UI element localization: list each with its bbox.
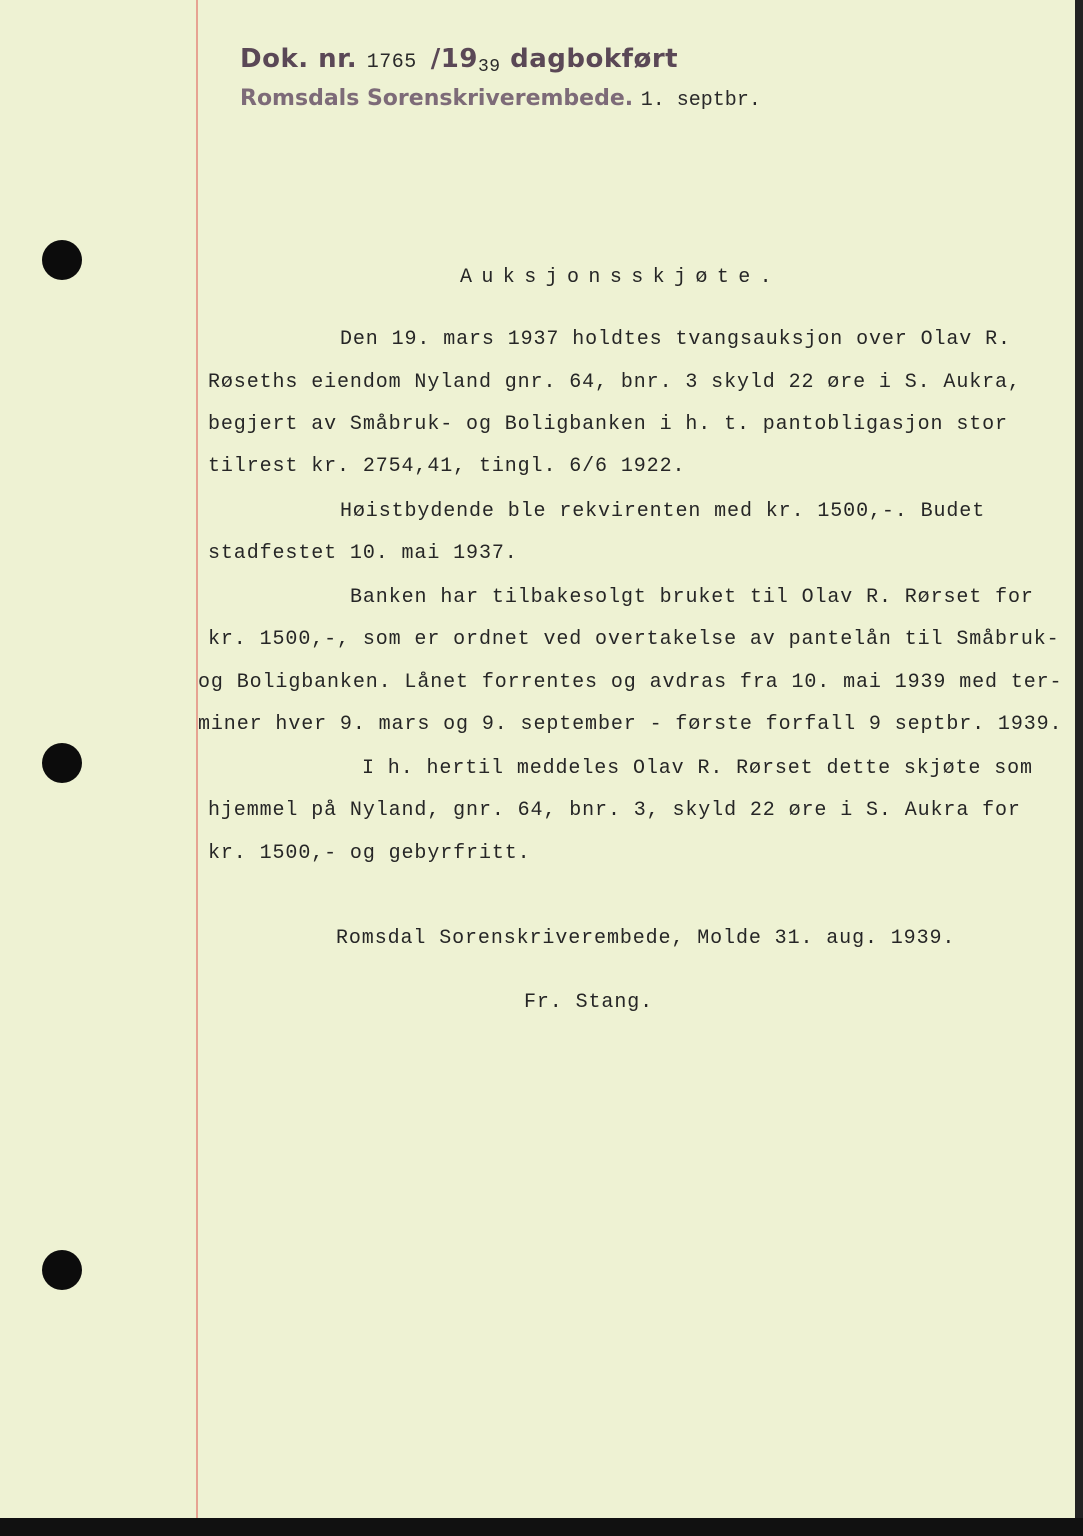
stamp-dok-nr-label: Dok. nr. — [240, 44, 358, 74]
body-line: tilrest kr. 2754,41, tingl. 6/6 1922. — [208, 455, 686, 478]
body-line: stadfestet 10. mai 1937. — [208, 542, 518, 565]
punch-hole-top — [42, 240, 82, 280]
margin-rule — [196, 0, 198, 1518]
stamp-date: 1. septbr. — [640, 89, 761, 112]
body-line: kr. 1500,- og gebyrfritt. — [208, 842, 531, 865]
punch-hole-bottom — [42, 1250, 82, 1290]
body-line: kr. 1500,-, som er ordnet ved overtakelse av pantelån til Småbruk- — [208, 628, 1060, 651]
stamp-dagbokfort: dagbokført — [510, 44, 679, 74]
body-line: hjemmel på Nyland, gnr. 64, bnr. 3, skyld 22 øre i S. Aukra for — [208, 799, 1021, 822]
body-line: Røseths eiendom Nyland gnr. 64, bnr. 3 skyld 22 øre i S. Aukra, — [208, 371, 1021, 394]
registry-stamp-office — [240, 86, 761, 112]
stamp-year-suffix: 39 — [477, 57, 501, 77]
stamp-doc-number: 1765 — [366, 51, 417, 74]
scan-edge-right — [1075, 0, 1083, 1536]
body-line: begjert av Småbruk- og Boligbanken i h. t. pantobligasjon stor — [208, 413, 1008, 436]
registry-stamp — [240, 44, 678, 77]
body-line: Banken har tilbakesolgt bruket til Olav R. Rørset for — [350, 586, 1034, 609]
signature: Fr. Stang. — [524, 991, 654, 1014]
body-line: Den 19. mars 1937 holdtes tvangsauksjon over Olav R. — [340, 328, 1011, 351]
place-date-line: Romsdal Sorenskriverembede, Molde 31. aug. 1939. — [336, 927, 956, 950]
body-line: miner hver 9. mars og 9. september - første forfall 9 septbr. 1939. — [198, 713, 1063, 736]
scan-edge-bottom — [0, 1518, 1083, 1536]
stamp-office: Romsdals Sorenskriverembede. — [240, 86, 634, 111]
punch-hole-middle — [42, 743, 82, 783]
stamp-year-prefix: /19 — [430, 44, 478, 74]
document-title: Auksjonsskjøte. — [460, 266, 782, 289]
body-line: I h. hertil meddeles Olav R. Rørset dette skjøte som — [362, 757, 1033, 780]
body-line: og Boligbanken. Lånet forrentes og avdras fra 10. mai 1939 med ter- — [198, 671, 1063, 694]
body-line: Høistbydende ble rekvirenten med kr. 1500,-. Budet — [340, 500, 986, 523]
